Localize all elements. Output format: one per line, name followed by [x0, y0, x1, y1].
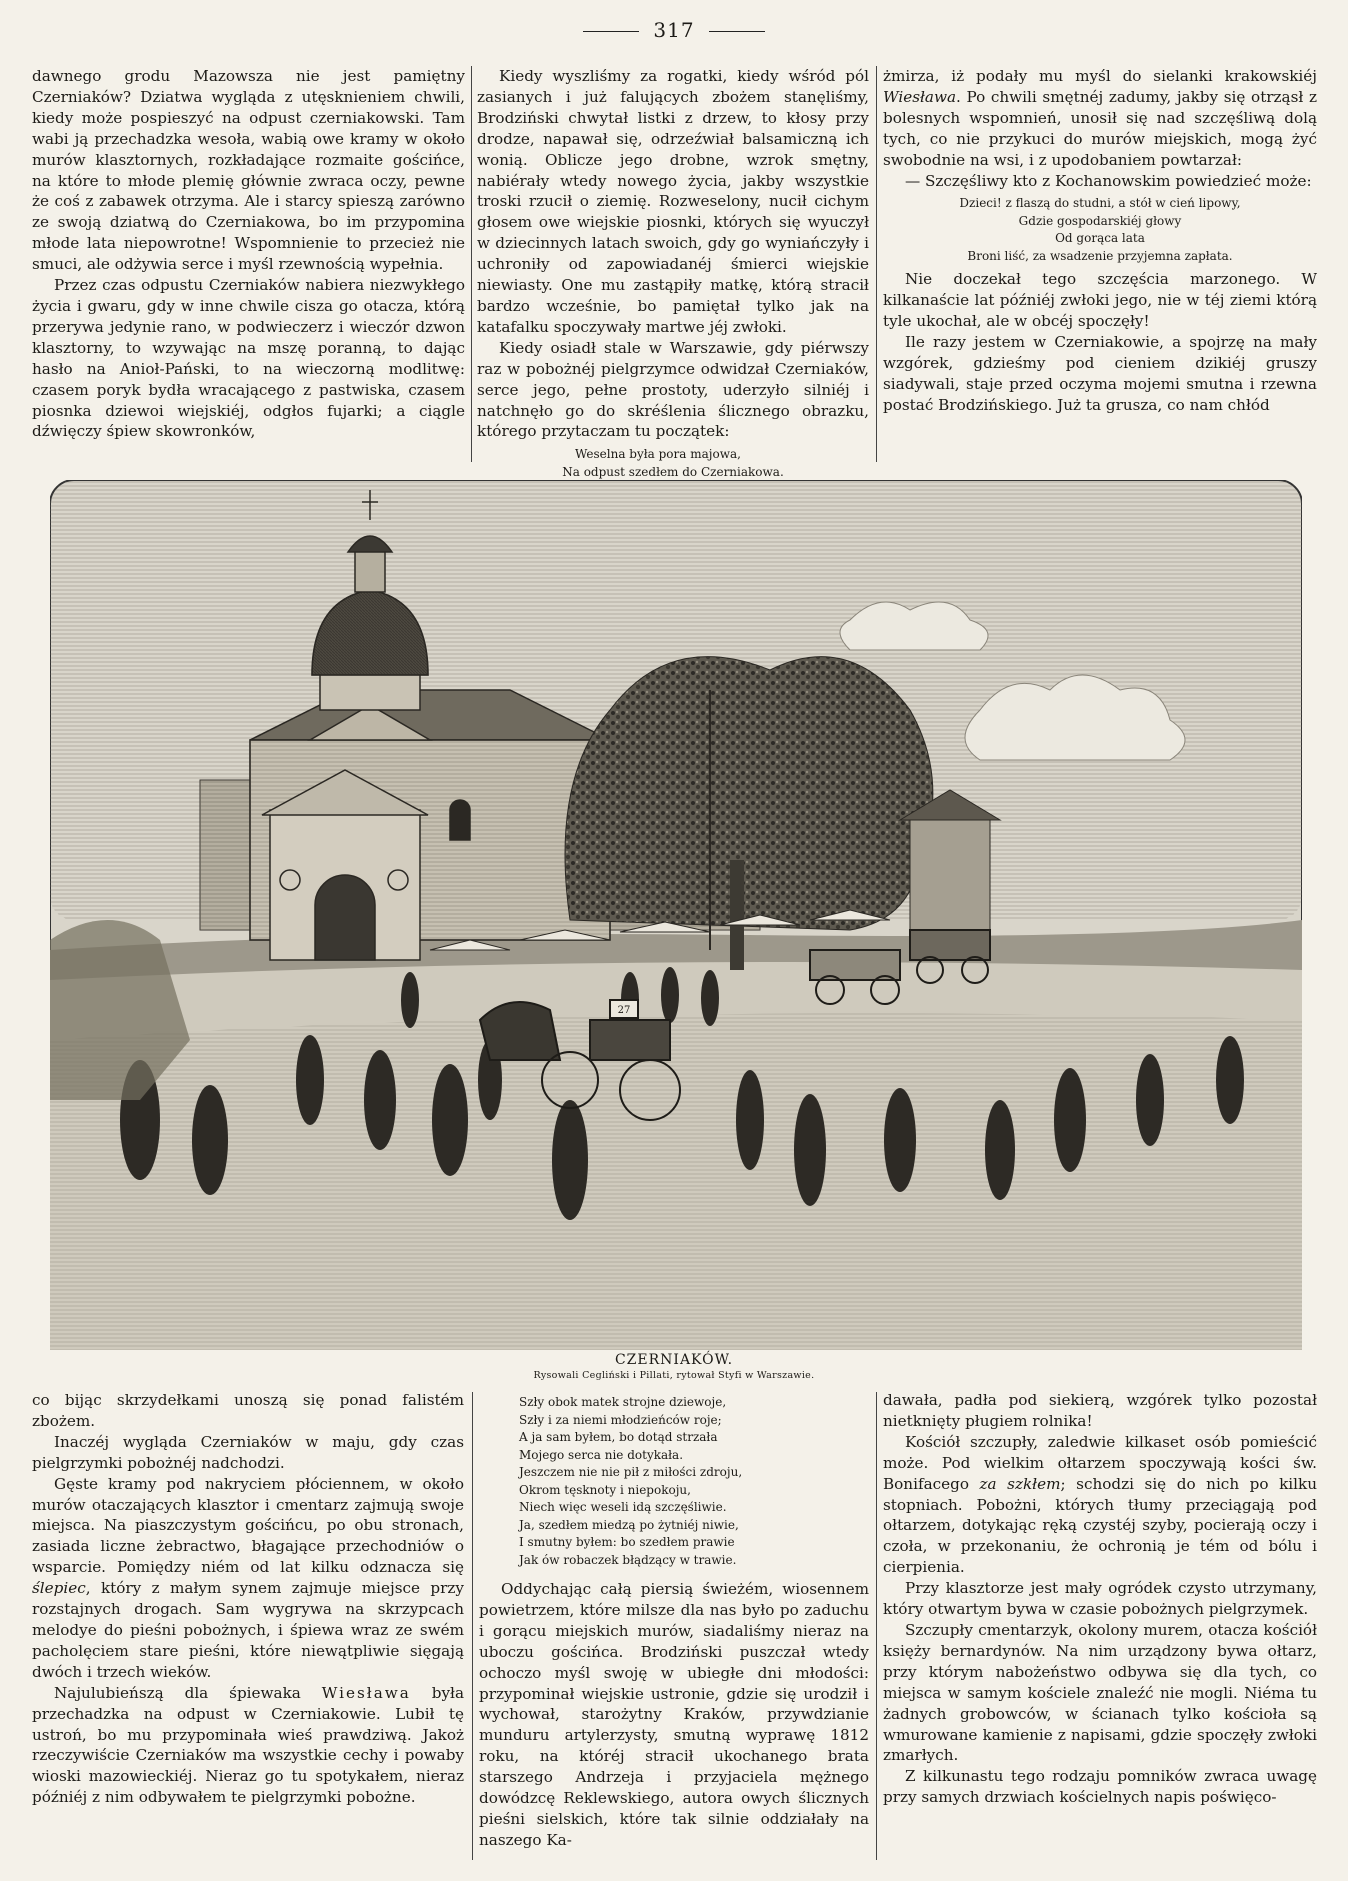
paragraph	[883, 66, 1317, 171]
verse-line: A ja sam byłem, bo dotąd strzała	[519, 1430, 718, 1444]
verse-line: Szły i za niemi młodzieńców roje;	[519, 1412, 722, 1427]
verse-line: Mojego serca nie dotykała.	[519, 1447, 684, 1462]
verse-line: Na odpust szedłem do Czerniakowa.	[562, 464, 784, 479]
carriage-number: 27	[617, 1005, 631, 1016]
text-spaced: Wiesława	[321, 1683, 411, 1702]
text-run: Najulubieńszą dla śpiewaka	[54, 1683, 322, 1702]
verse-line: Ja, szedłem miedzą po żytniéj niwie,	[519, 1517, 739, 1532]
paragraph: Przy klasztorze jest mały ogródek czysto utrzymany, który otwartym bywa w czasie pobożnych pielgrzymek.	[883, 1579, 1317, 1619]
text-run: Kościół szczupły, zaledwie kilkaset osób pomieścić może. Pod wielkim ołtarzem spoczywają kości św. Bonifacego	[883, 1432, 1317, 1493]
verse-block	[479, 1394, 869, 1569]
engraving-czerniakow	[50, 480, 1302, 1350]
verse-line: Jak ów robaczek błądzący w trawie.	[519, 1552, 737, 1567]
verse-line: Dzieci! z flaszą do studni, a stół w cień lipowy,	[959, 196, 1241, 211]
text-italic: za szkłem	[979, 1474, 1061, 1493]
column-divider	[471, 66, 472, 462]
text-run: była przechadzka na odpust w Czerniakowie. Lubił tę ustroń, bo mu przypominała wieś prawdziwą. Jakoż rzeczywiście Czerniaków ma wszystkie cechy i powaby wioski mazowieckiéj. Nieraz go tu spotykałem, nieraz późniéj z nim odbywałem te pielgrzymki pobożne.	[32, 1683, 465, 1807]
page-number-rule-left	[583, 31, 639, 32]
verse-block	[477, 446, 869, 481]
engraving-caption-credit: Rysowali Cegliński i Pillati, rytował Styfi w Warszawie.	[533, 1370, 815, 1381]
verse-line: I smutny byłem: bo szedłem prawie	[519, 1535, 735, 1549]
paragraph: Nie doczekał tego szczęścia marzonego. W kilkanaście lat późniéj zwłoki jego, nie w téj ziemi którą tyle ukochał, ale w obcéj spoczęły!	[883, 270, 1317, 331]
verse-line: Jeszczem nie nie pił z miłości zdroju,	[519, 1465, 743, 1479]
verse-line: Weselna była pora majowa,	[575, 447, 741, 462]
column-bottom-right	[883, 1390, 1317, 1808]
column-bottom-left	[32, 1390, 464, 1808]
text-run: żmirza, iż podały mu myśl do sielanki krakowskiéj	[883, 67, 1317, 85]
verse-block	[883, 195, 1317, 265]
paragraph: Szczupły cmentarzyk, okolony murem, otacza kościół księży bernardynów. Na nim urządzony bywa ołtarz, przy którym nabożeństwo odbywa się dla tych, co miejsca w samym kościele znaleźć nie mogli. Niéma tu żadnych grobowców, w ścianach tylko kościoła są wmurowane kamienie z napisami, gdzie spoczęły zwłoki zmarłych.	[883, 1620, 1317, 1765]
paragraph: dawnego grodu Mazowsza nie jest pamiętny Czerniaków? Dziatwa wygląda z utęsknieniem chwili, kiedy może pospieszyć na odpust czerniakowski. Tam wabi ją przechadzka wesoła, wabią owe kramy w około murów klasztornych, rozkładające rozmaite gościńce, na które to młode plemię głównie zwraca oczy, pewne że coś z zabawek otrzyma. Ale i starcy spieszą zarówno ze swoją dziatwą do Czerniakowa, bo im przypomina młode lata niepowrotne! Wspomnienie to przecież nie smuci, ale odżywia serce i myśl rzewnością wypełnia.	[32, 67, 465, 274]
column-top-middle	[477, 66, 869, 485]
paragraph: Ile razy jestem w Czerniakowie, a spojrzę na mały wzgórek, gdzieśmy pod cieniem dzikiéj gruszy siadywali, staje przed oczyma mojemi smutna i rzewna postać Brodzińskiego. Już ta grusza, co nam chłód	[883, 333, 1317, 414]
paragraph: Przez czas odpustu Czerniaków nabiera niezwykłego życia i gwaru, gdy w inne chwile cisza go otacza, którą przerywa jedynie rano, w podwieczerz i wieczór dzwon klasztorny, to wzywając na mszę poranną, to dając hasło na Anioł-Pański, to na wieczorną modlitwę: czasem poryk bydła wracającego z pastwiska, czasem piosnka dziewoi wiejskiéj, odgłos fujarki; a ciągle dźwięczy śpiew skowronków,	[32, 276, 465, 441]
paragraph: Oddychając całą piersią świeżém, wiosennem powietrzem, które milsze dla nas było po zaduchu i gorącu miejskich murów, siadaliśmy nieraz na uboczu gościńca. Brodziński puszczał wtedy ochoczo myśl swoję w ubiegłe dni młodości: przypominał wiejskie ustronie, gdzie się urodził i wychował, starożytny Kraków, przywdzianie munduru artylerzysty, smutną wyprawę 1812 roku, na któréj stracił ukochanego brata starszego Andrzeja i przyjaciela mężnego dowódzcę Reklewskiego, autora owych ślicznych pieśni sielskich, które tak silnie oddziałały na naszego Ka-	[479, 1580, 869, 1849]
paragraph: Z kilkunastu tego rodzaju pomników zwraca uwagę przy samych drzwiach kościelnych napis poświęco-	[883, 1767, 1317, 1807]
paragraph: Kiedy wyszliśmy za rogatki, kiedy wśród pól zasianych i już falujących zbożem stanęliśmy, Brodziński chwytał listki z drzew, to kłosy przy drodze, napawał się, odrzeźwiał balsamiczną ich wonią. Oblicze jego drobne, wzrok smętny, nabiérały wtedy nowego życia, jakby wszystkie troski rzucił o ziemię. Rozweselony, nucił cichym głosem owe wiejskie piosnki, których się wyuczył w dziecinnych latach swoich, gdy go wyniańczyły i uchroniły od zapowiadanéj śmierci wiejskie niewiasty. One mu zastąpiły matkę, którą stracił bardzo wcześnie, bo pamiętał tylko jak na katafalku spoczywały martwe jéj zwłoki.	[477, 67, 869, 336]
tree-large	[565, 657, 933, 930]
column-top-left	[32, 66, 465, 442]
paragraph: Kiedy osiadł stale w Warszawie, gdy piérwszy raz w pobożnéj pielgrzymce odwidzał Czerniaków, serce jego, pełne prostoty, uderzyło silniéj i natchnęło go do skréślenia ślicznego obrazku, którego przytaczam tu początek:	[477, 338, 869, 441]
paragraph	[883, 1432, 1317, 1578]
column-top-right	[883, 66, 1317, 416]
column-divider	[876, 1392, 877, 1860]
verse-line: Okrom tęsknoty i niepokoju,	[519, 1482, 691, 1497]
verse-line: Gdzie gospodarskiéj głowy	[1018, 213, 1182, 228]
verse-line: Niech więc weseli idą szczęśliwie.	[519, 1500, 727, 1514]
chapel-right	[910, 820, 990, 930]
verse-line: Szły obok matek strojne dziewoje,	[519, 1395, 727, 1409]
verse-line: Broni liść, za wsadzenie przyjemna zapłata.	[967, 248, 1233, 263]
column-bottom-middle	[479, 1390, 869, 1851]
text-italic: ślepiec	[32, 1579, 86, 1598]
column-divider	[876, 66, 877, 462]
text-run: Gęste kramy pod nakryciem płóciennem, w około murów otaczających klasztor i cmentarz zajmują swoje miejsca. Na piaszczystym gościńcu, po obu stronach, zasiada liczne żebractwo, błagające przechodniów o wsparcie. Pomiędzy niém od lat kilku odznacza się	[32, 1474, 464, 1577]
paragraph: co bijąc skrzydełkami unoszą się ponad falistém zbożem.	[32, 1391, 464, 1430]
paragraph: — Szczęśliwy kto z Kochanowskim powiedzieć może:	[905, 171, 1312, 190]
paragraph: dawała, padła pod siekierą, wzgórek tylko pozostał nietknięty pługiem rolnika!	[883, 1391, 1317, 1430]
text-italic: Wiesława	[883, 87, 957, 106]
text-run: , który z małym synem zajmuje miejsce przy rozstajnych drogach. Sam wygrywa na skrzypcach melodye do pieśni pobożnych, i śpiewa wraz ze swém pacholęciem stare pieśni, które niewątpliwie sięgają dwóch i trzech wieków.	[32, 1579, 464, 1681]
paragraph	[32, 1683, 464, 1808]
page-number	[0, 18, 1348, 42]
engraving-caption-title: CZERNIAKÓW.	[614, 1352, 734, 1368]
paragraph	[32, 1474, 464, 1683]
page-number-text: 317	[653, 18, 695, 42]
text-run: ; schodzi się do nich po kilku stopniach. Pobożni, których tłumy przeciągają pod ołtarzem, dotykając ręką czystéj szyby, pocierają oczy i czoła, w przekonaniu, że ochronią je tém od bólu i cierpienia.	[883, 1474, 1317, 1577]
text-run: . Po chwili smętnéj zadumy, jakby się otrząsł z bolesnych wspomnień, unosił się nad szczęśliwą dolą tych, co nie przykuci do murów miejskich, mogą żyć swobodnie na wsi, i z upodobaniem powtarzał:	[883, 87, 1317, 169]
verse-line: Od gorąca lata	[1055, 231, 1145, 246]
column-divider	[472, 1392, 473, 1860]
paragraph: Inaczéj wygląda Czerniaków w maju, gdy czas pielgrzymki pobożnéj nadchodzi.	[32, 1432, 464, 1472]
page-number-rule-right	[709, 31, 765, 32]
